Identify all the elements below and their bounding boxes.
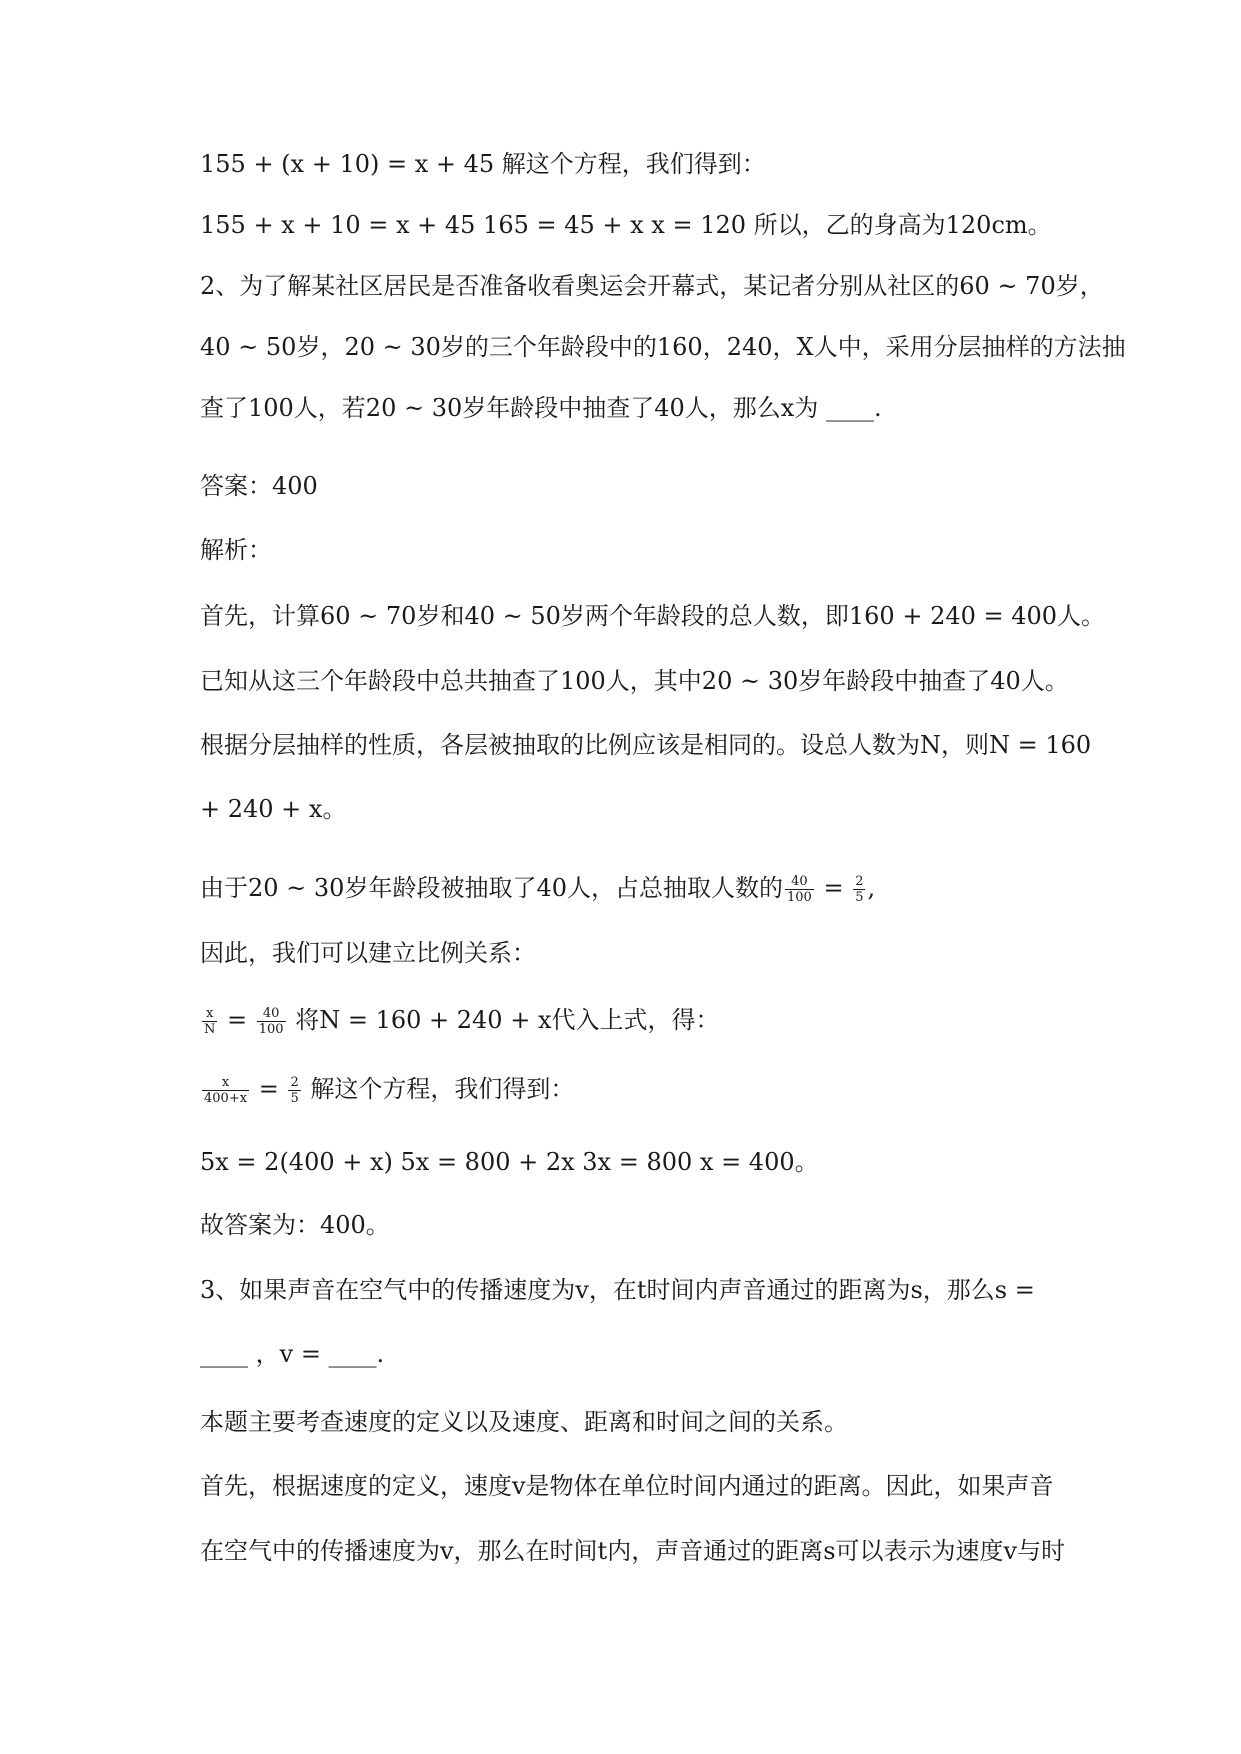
- fraction: [785, 874, 814, 905]
- fraction-numerator: 2: [290, 1075, 299, 1090]
- analysis-label: 解析：: [200, 536, 272, 564]
- text-line: + 240 + x。: [200, 795, 347, 823]
- text-line: 首先，计算60 ~ 70岁和40 ~ 50岁两个年龄段的总人数，即160 + 240 = 400人。: [200, 602, 1106, 630]
- text-line: 首先，根据速度的定义，速度v是物体在单位时间内通过的距离。因此，如果声音: [200, 1472, 1054, 1500]
- fraction: [202, 1006, 217, 1037]
- text-line: 本题主要考查速度的定义以及速度、距离和时间之间的关系。: [200, 1408, 848, 1436]
- text-line: 已知从这三个年龄段中总共抽查了100人，其中20 ~ 30岁年龄段中抽查了40人。: [200, 667, 1069, 695]
- fraction-numerator: x: [202, 1075, 249, 1091]
- equals-sign: =: [227, 1006, 248, 1034]
- text-line: 查了100人，若20 ~ 30岁年龄段中抽查了40人，那么x为 ____.: [200, 394, 882, 422]
- fraction-numerator: x: [202, 1006, 217, 1022]
- fraction-denominator: 400+x: [204, 1091, 248, 1106]
- text-line: 因此，我们可以建立比例关系：: [200, 939, 536, 967]
- fraction-denominator: 100: [258, 1022, 284, 1037]
- question-2-line: 2、为了解某社区居民是否准备收看奥运会开幕式，某记者分别从社区的60 ~ 70岁，: [200, 272, 1104, 300]
- comma: ,: [867, 874, 876, 902]
- ratio-line: [200, 872, 875, 905]
- equation-text: 解这个方程，我们得到：: [302, 1075, 575, 1103]
- fraction-numerator: 40: [257, 1006, 286, 1022]
- fraction-numerator: 2: [855, 874, 864, 889]
- fraction-denominator: 100: [786, 890, 812, 905]
- fraction-denominator: 5: [290, 1091, 299, 1106]
- fraction-denominator: 5: [855, 890, 864, 905]
- answer-line: 答案：400: [200, 472, 318, 500]
- ratio-text: 由于20 ~ 30岁年龄段被抽取了40人，占总抽取人数的: [200, 874, 783, 902]
- text-line: ____ ，v = ____.: [200, 1340, 385, 1368]
- fraction: [202, 1075, 249, 1106]
- equals-sign: =: [823, 874, 844, 902]
- equation-text: 将N = 160 + 240 + x代入上式，得：: [287, 1006, 720, 1034]
- fraction: [257, 1006, 286, 1037]
- fraction: [288, 1075, 300, 1106]
- text-line: 155 + (x + 10) = x + 45 解这个方程，我们得到：: [200, 150, 766, 178]
- question-3-line: 3、如果声音在空气中的传播速度为v，在t时间内声音通过的距离为s，那么s =: [200, 1276, 1035, 1304]
- text-line: 根据分层抽样的性质，各层被抽取的比例应该是相同的。设总人数为N，则N = 160: [200, 731, 1092, 759]
- equation-line: [200, 1004, 719, 1037]
- text-line: 40 ~ 50岁，20 ~ 30岁的三个年龄段中的160，240，X人中，采用分层抽样的方法抽: [200, 333, 1126, 361]
- fraction-denominator: N: [204, 1022, 216, 1037]
- text-line: 故答案为：400。: [200, 1211, 390, 1239]
- equals-sign: =: [258, 1075, 279, 1103]
- text-line: 5x = 2(400 + x) 5x = 800 + 2x 3x = 800 x = 400。: [200, 1148, 819, 1176]
- equation-line: [200, 1073, 574, 1106]
- fraction: [853, 874, 865, 905]
- text-line: 155 + x + 10 = x + 45 165 = 45 + x x = 120 所以，乙的身高为120cm。: [200, 211, 1052, 239]
- text-line: 在空气中的传播速度为v，那么在时间t内，声音通过的距离s可以表示为速度v与时: [200, 1537, 1066, 1565]
- fraction-numerator: 40: [785, 874, 814, 890]
